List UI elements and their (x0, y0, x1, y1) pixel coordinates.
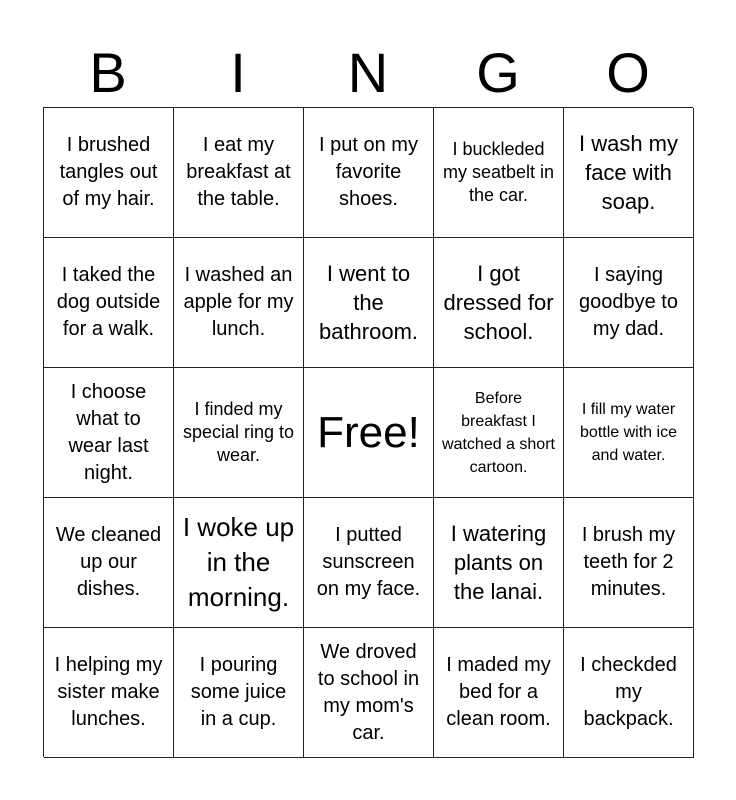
free-space[interactable] (304, 368, 434, 498)
cell-text: I fill my water bottle with ice and water. (580, 401, 677, 464)
bingo-cell[interactable] (434, 238, 564, 368)
bingo-cell[interactable] (44, 238, 174, 368)
cell-text: I checkded my backpack. (580, 654, 677, 730)
cell-text: We cleaned up our dishes. (55, 524, 162, 600)
bingo-cell[interactable] (434, 108, 564, 238)
bingo-cell[interactable] (174, 628, 304, 758)
bingo-cell[interactable] (44, 498, 174, 628)
cell-text: I taked the dog outside for a walk. (56, 264, 161, 340)
cell-text: We droved to school in my mom's car. (317, 640, 420, 744)
bingo-cell[interactable] (304, 498, 434, 628)
bingo-cell[interactable] (304, 108, 434, 238)
cell-text: I got dressed for school. (443, 261, 554, 344)
cell-text: I buckleded my seatbelt in the car. (442, 139, 555, 205)
bingo-cell[interactable] (44, 108, 174, 238)
bingo-cell[interactable] (174, 108, 304, 238)
bingo-cell[interactable] (564, 498, 694, 628)
cell-text: I brush my teeth for 2 minutes. (581, 524, 676, 600)
bingo-cell[interactable] (564, 368, 694, 498)
header-letter-n: N (347, 41, 389, 104)
cell-text: I brushed tangles out of my hair. (59, 134, 158, 210)
cell-text: I maded my bed for a clean room. (446, 654, 551, 730)
header-letter-i: I (230, 41, 246, 104)
cell-text: I went to the bathroom. (318, 261, 419, 344)
cell-text: I putted sunscreen on my face. (316, 524, 421, 600)
bingo-cell[interactable] (434, 628, 564, 758)
bingo-card-grid (43, 107, 693, 757)
header-letter-g: G (476, 41, 520, 104)
cell-text: I helping my sister make lunches. (54, 654, 163, 730)
cell-text: I watering plants on the lanai. (450, 521, 547, 604)
cell-text: I choose what to wear last night. (68, 380, 149, 484)
cell-text: Before breakfast I watched a short cartoon. (442, 389, 555, 476)
bingo-cell[interactable] (174, 238, 304, 368)
bingo-cell[interactable] (564, 628, 694, 758)
free-space-label: Free! (317, 407, 420, 457)
bingo-cell[interactable] (44, 368, 174, 498)
cell-text: I woke up in the morning. (182, 512, 295, 612)
cell-text: I finded my special ring to wear. (182, 399, 295, 465)
bingo-cell[interactable] (434, 498, 564, 628)
bingo-header (43, 40, 693, 106)
cell-text: I eat my breakfast at the table. (186, 134, 291, 210)
bingo-cell[interactable] (44, 628, 174, 758)
cell-text: I wash my face with soap. (578, 131, 679, 214)
cell-text: I washed an apple for my lunch. (183, 264, 294, 340)
bingo-cell[interactable] (174, 498, 304, 628)
cell-text: I saying goodbye to my dad. (579, 264, 678, 340)
bingo-cell[interactable] (564, 238, 694, 368)
bingo-cell[interactable] (304, 238, 434, 368)
bingo-cell[interactable] (564, 108, 694, 238)
header-letter-o: O (606, 41, 650, 104)
bingo-cell[interactable] (174, 368, 304, 498)
bingo-cell[interactable] (304, 628, 434, 758)
bingo-cell[interactable] (434, 368, 564, 498)
cell-text: I pouring some juice in a cup. (190, 654, 287, 730)
cell-text: I put on my favorite shoes. (319, 134, 418, 210)
header-letter-b: B (89, 41, 127, 104)
